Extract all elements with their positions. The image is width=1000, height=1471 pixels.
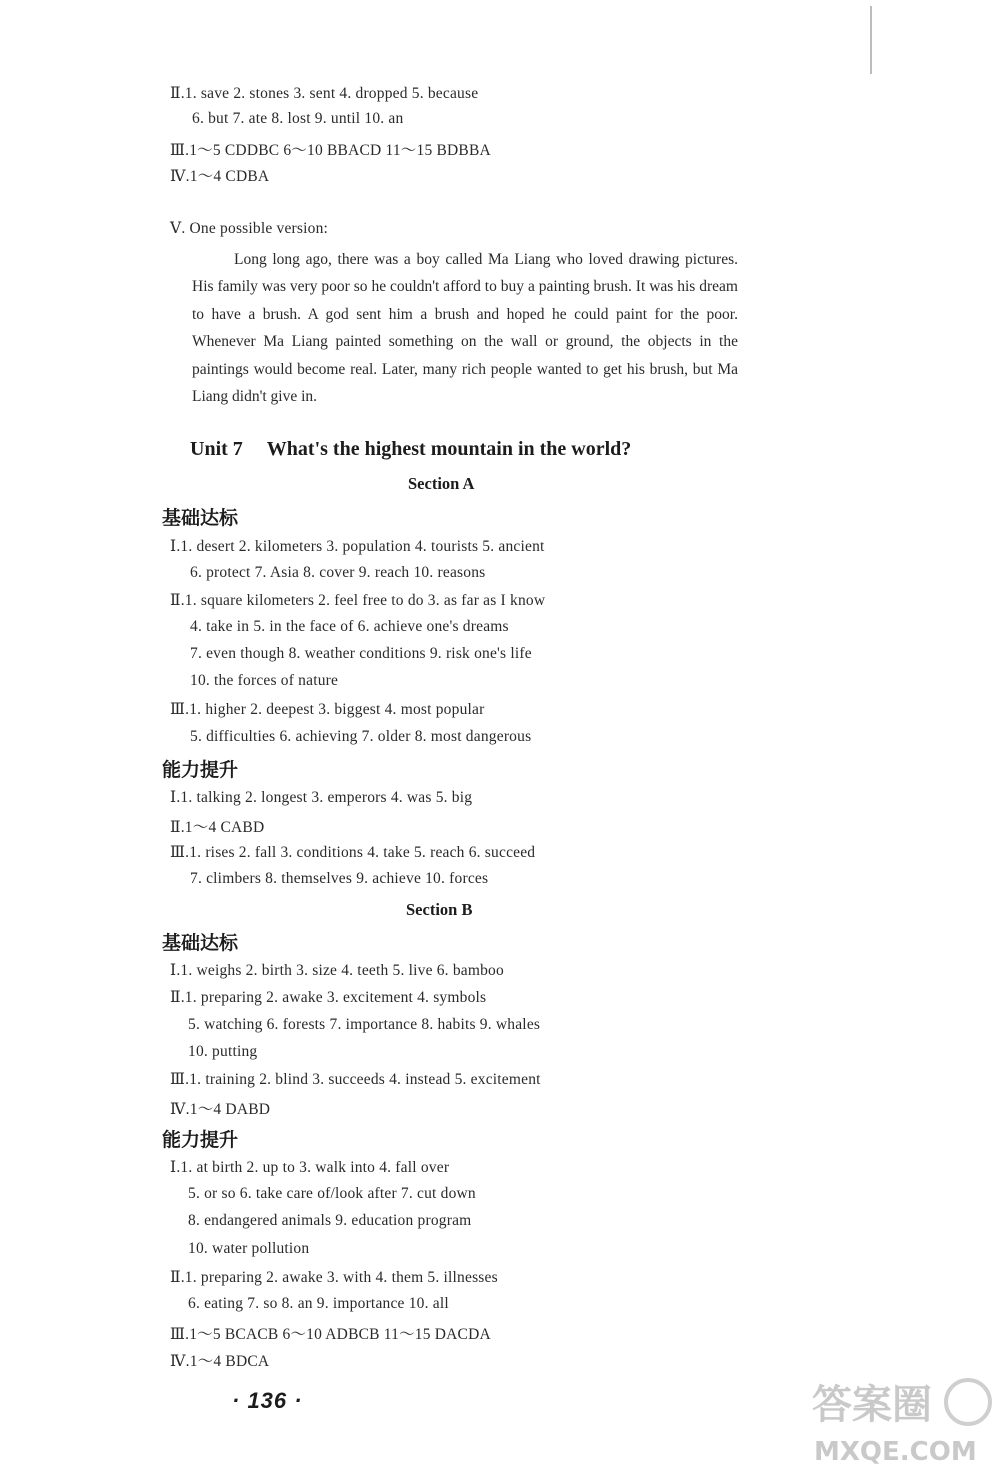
answer-line: 5. watching 6. forests 7. importance 8. habits 9. whales — [188, 1016, 541, 1033]
answer-line: Ⅲ.1. training 2. blind 3. succeeds 4. instead 5. excitement — [170, 1071, 541, 1088]
answer-line-ii-cont: 6. but 7. ate 8. lost 9. until 10. an — [192, 110, 404, 127]
sample-essay-text: Long long ago, there was a boy called Ma Liang who loved drawing pictures. His family was very poor so he couldn't afford to buy a painting brush. It was his dream to have a brush. A god sent him a brush and hoped he could paint for the poor. Whenever Ma Liang painted something on the wall or ground, the objects in the paintings would become real. Later, many rich people wanted to get his brush, but Ma Liang didn't give in. — [192, 251, 738, 406]
answer-line: 10. the forces of nature — [190, 672, 339, 689]
section-b-title: Section B — [406, 900, 473, 919]
heading-improve-a: 能力提升 — [162, 759, 239, 781]
answer-line: Ⅱ.1. preparing 2. awake 3. with 4. them 5. illnesses — [170, 1269, 498, 1286]
watermark-circle — [946, 1380, 990, 1424]
answer-line: Ⅲ.1～5 BCACB 6～10 ADBCB 11～15 DACDA — [170, 1326, 491, 1343]
answer-line: 5. or so 6. take care of/look after 7. cut down — [188, 1185, 476, 1202]
answer-line-iv: Ⅳ.1～4 CDBA — [170, 168, 270, 185]
answer-line: 10. putting — [188, 1043, 258, 1060]
answer-line: Ⅰ.1. talking 2. longest 3. emperors 4. was 5. big — [170, 789, 473, 806]
answer-line: 7. climbers 8. themselves 9. achieve 10. forces — [190, 870, 489, 887]
answer-line-ii: Ⅱ.1. save 2. stones 3. sent 4. dropped 5. because — [170, 85, 479, 102]
unit-number: Unit 7 — [190, 438, 243, 460]
unit-question: What's the highest mountain in the world? — [266, 438, 632, 460]
answer-line: 6. eating 7. so 8. an 9. importance 10. all — [188, 1295, 449, 1312]
answer-line: Ⅳ.1～4 DABD — [170, 1101, 271, 1118]
answer-line: Ⅰ.1. at birth 2. up to 3. walk into 4. fall over — [170, 1159, 450, 1176]
answer-line: 4. take in 5. in the face of 6. achieve one's dreams — [190, 618, 509, 635]
heading-basic-b: 基础达标 — [162, 932, 239, 954]
answer-line: 10. water pollution — [188, 1240, 310, 1257]
answer-line-iii: Ⅲ.1～5 CDDBC 6～10 BBACD 11～15 BDBBA — [170, 142, 491, 159]
heading-basic-a: 基础达标 — [162, 507, 239, 529]
section-a-title: Section A — [408, 474, 475, 493]
answer-line: Ⅰ.1. desert 2. kilometers 3. population 4. tourists 5. ancient — [170, 538, 545, 555]
answer-line: 7. even though 8. weather conditions 9. risk one's life — [190, 645, 532, 662]
answer-line-v: Ⅴ. One possible version: — [170, 220, 329, 237]
answer-line: Ⅳ.1～4 BDCA — [170, 1353, 270, 1370]
answer-line: Ⅱ.1. preparing 2. awake 3. excitement 4. symbols — [170, 989, 487, 1006]
answer-line: 5. difficulties 6. achieving 7. older 8. most dangerous — [190, 728, 532, 745]
unit-title — [190, 438, 631, 461]
answer-line: Ⅱ.1～4 CABD — [170, 819, 265, 836]
binding-line — [870, 6, 872, 74]
answer-line: Ⅱ.1. square kilometers 2. feel free to do 3. as far as I know — [170, 592, 546, 609]
answer-line: Ⅲ.1. higher 2. deepest 3. biggest 4. most popular — [170, 701, 485, 718]
answer-line: 8. endangered animals 9. education program — [188, 1212, 472, 1229]
sample-essay — [192, 246, 738, 410]
heading-improve-b: 能力提升 — [162, 1129, 239, 1151]
watermark-logo — [808, 1372, 996, 1468]
watermark-text-top: 答案圈 — [812, 1382, 932, 1428]
watermark-text-bottom: MXQE.COM — [814, 1437, 977, 1467]
answer-line: Ⅲ.1. rises 2. fall 3. conditions 4. take 5. reach 6. succeed — [170, 844, 536, 861]
page-number: · 136 · — [232, 1388, 303, 1413]
answer-line: 6. protect 7. Asia 8. cover 9. reach 10. reasons — [190, 564, 486, 581]
answer-line: Ⅰ.1. weighs 2. birth 3. size 4. teeth 5. live 6. bamboo — [170, 962, 504, 979]
